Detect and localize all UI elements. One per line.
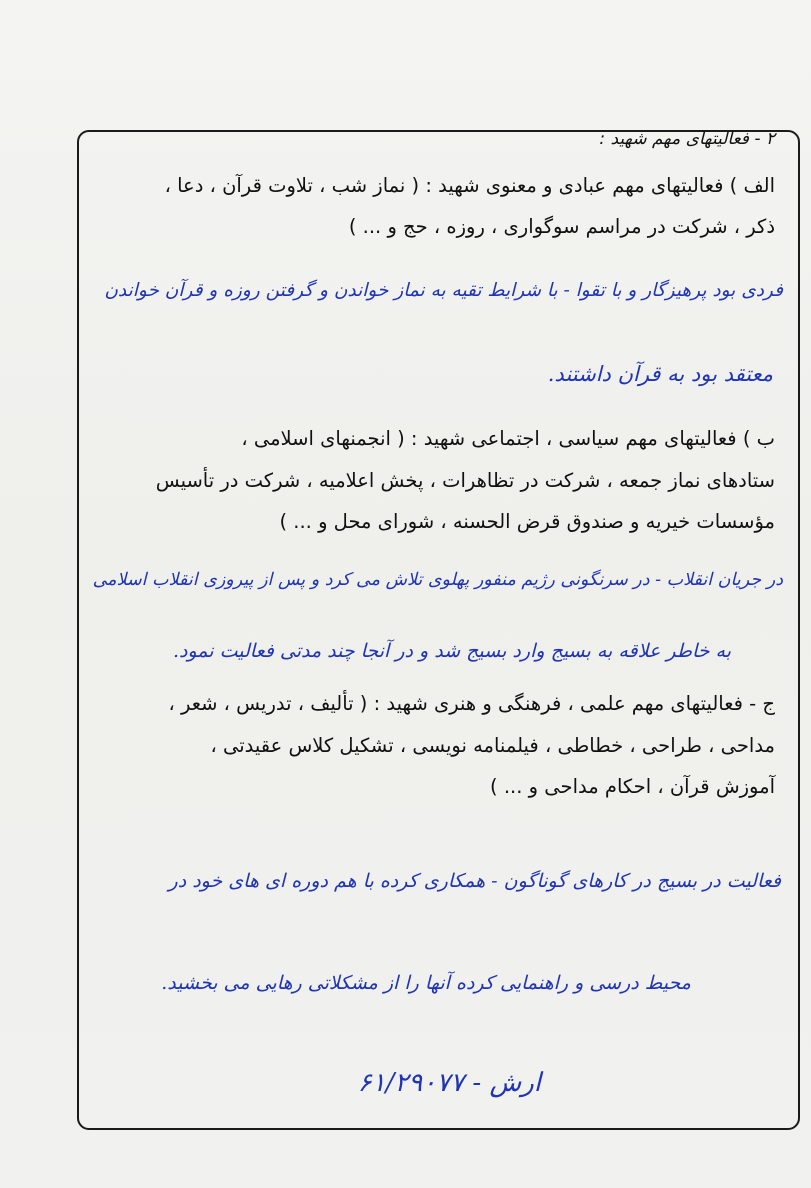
section-b-line-1: ب ) فعالیتهای مهم سیاسی ، اجتماعی شهید : ( انجمنهای اسلامی ، <box>241 427 775 450</box>
section-a-line-2: ذکر ، شرکت در مراسم سوگواری ، روزه ، حج و ... ) <box>348 215 775 238</box>
section-c-line-2: مداحی ، طراحی ، خطاطی ، فیلمنامه نویسی ، تشکیل کلاس عقیدتی ، <box>210 734 775 757</box>
section-b-handwriting-1: در جریان انقلاب - در سرنگونی رژیم منفور پهلوی تلاش می کرد و پس از پیروزی انقلاب اسلامی <box>92 570 783 590</box>
section-b-handwriting-2: به خاطر علاقه به بسیج وارد بسیج شد و در آنجا چند مدتی فعالیت نمود. <box>172 640 731 662</box>
section-c-line-1: ج - فعالیتهای مهم علمی ، فرهنگی و هنری شهید : ( تألیف ، تدریس ، شعر ، <box>168 692 775 715</box>
section-c-handwriting-2: محیط درسی و راهنمایی کرده آنها را از مشکلاتی رهایی می بخشید. <box>161 972 691 994</box>
section-a-handwriting-2: معتقد بود به قرآن داشتند. <box>547 362 773 386</box>
signature-number: ارش - ۶۱/۲۹۰۷۷ <box>357 1068 541 1098</box>
section-b-line-3: مؤسسات خیریه و صندوق قرض الحسنه ، شورای محل و ... ) <box>279 510 775 533</box>
section-heading: ۲ - فعالیتهای مهم شهید : <box>599 129 775 149</box>
section-a-line-1: الف ) فعالیتهای مهم عبادی و معنوی شهید : ( نماز شب ، تلاوت قرآن ، دعا ، <box>164 174 775 197</box>
section-c-handwriting-1: فعالیت در بسیج در کارهای گوناگون - همکاری کرده با هم دوره ای های خود در <box>168 870 781 892</box>
section-c-line-3: آموزش قرآن ، احکام مداحی و ... ) <box>490 775 775 798</box>
section-a-handwriting-1: فردی بود پرهیزگار و با تقوا - با شرایط تقیه به نماز خواندن و گرفتن روزه و قرآن خواندن <box>104 280 783 301</box>
section-b-line-2: ستادهای نماز جمعه ، شرکت در تظاهرات ، پخش اعلامیه ، شرکت در تأسیس <box>155 469 775 492</box>
